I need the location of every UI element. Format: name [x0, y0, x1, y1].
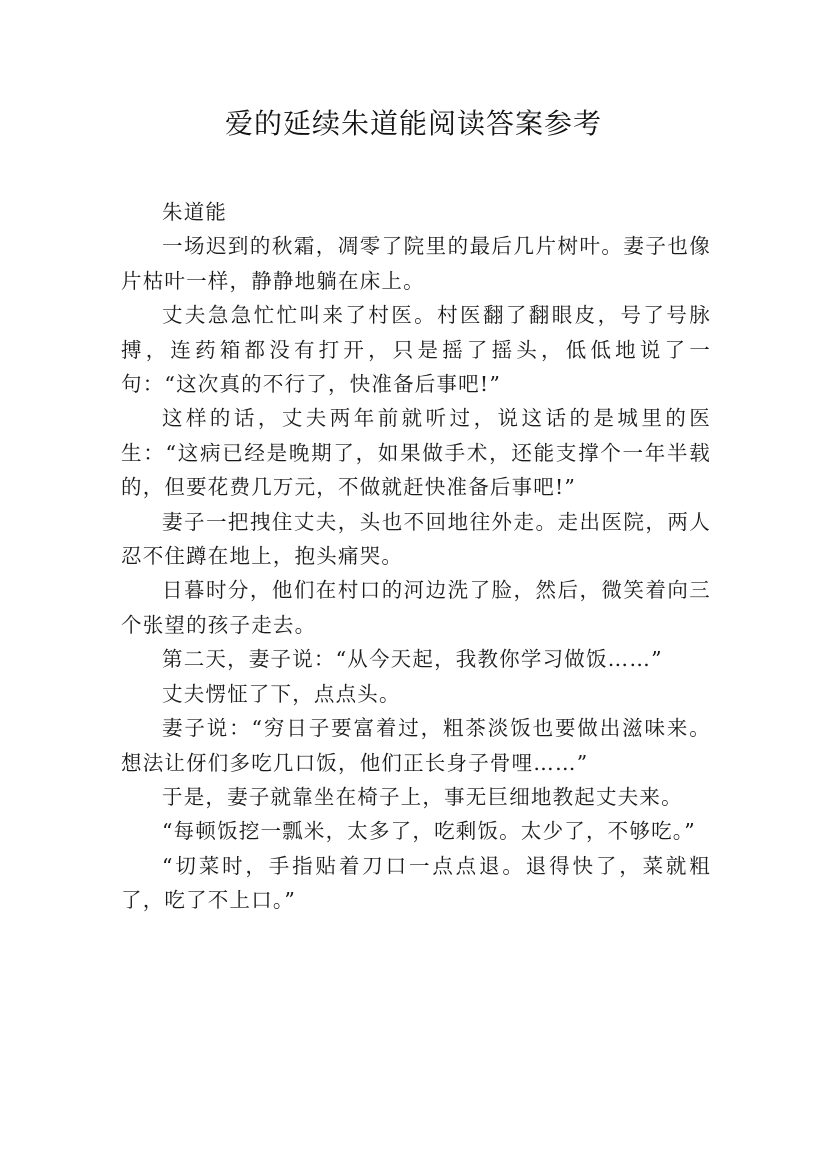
- paragraph: 一场迟到的秋霜，凋零了院里的最后几片树叶。妻子也像片枯叶一样，静静地躺在床上。: [121, 234, 711, 293]
- paragraph: 丈夫愣怔了下，点点头。: [162, 681, 401, 706]
- paragraph: 第二天，妻子说：“从今天起，我教你学习做饭……”: [162, 647, 663, 672]
- document-title: 爱的延续朱道能阅读答案参考: [224, 107, 602, 140]
- paragraph: “切菜时，手指贴着刀口一点点退。退得快了，菜就粗了，吃了不上口。”: [121, 853, 711, 913]
- paragraph: 妻子说：“穷日子要富着过，粗茶淡饭也要做出滋味来。想法让伢们多吃几口饭，他们正长身子骨哩……”: [121, 716, 711, 775]
- paragraph: 这样的话，丈夫两年前就听过，说这话的是城里的医生：“这病已经是晚期了，如果做手术，还能支撑个一年半载的，但要花费几万元，不做就赶快准备后事吧!”: [121, 406, 711, 500]
- paragraph: “每顿饭挖一瓢米，太多了，吃剩饭。太少了，不够吃。”: [162, 819, 696, 844]
- paragraph: 妻子一把拽住丈夫，头也不回地往外走。走出医院，两人忍不住蹲在地上，抱头痛哭。: [121, 509, 711, 569]
- paragraph: 于是，妻子就靠坐在椅子上，事无巨细地教起丈夫来。: [162, 784, 683, 809]
- document-body: [121, 195, 711, 918]
- author-line: 朱道能: [162, 200, 228, 224]
- paragraph: 日暮时分，他们在村口的河边洗了脸，然后，微笑着向三个张望的孩子走去。: [121, 578, 711, 637]
- paragraph: 丈夫急急忙忙叫来了村医。村医翻了翻眼皮，号了号脉搏，连药箱都没有打开，只是摇了摇头，低低地说了一句：“这次真的不行了，快准备后事吧!”: [121, 303, 711, 397]
